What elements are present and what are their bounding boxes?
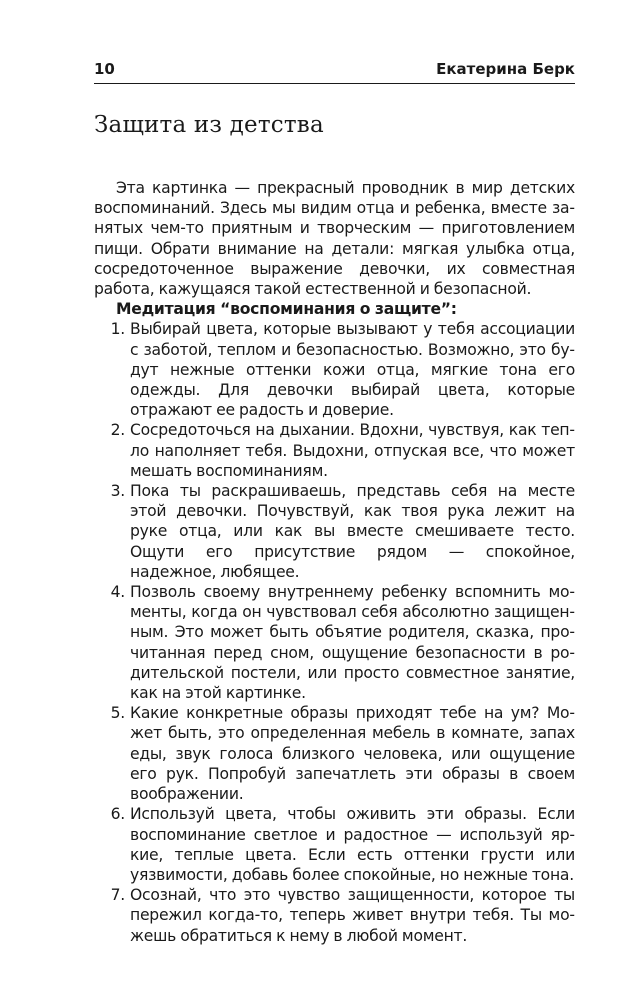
step-text: Сосредоточься на дыхании. Вдохни, чувствуя, как тепло наполняет тебя. Выдохни, отпуская все, что может мешать воспоминаниям. [130,421,575,480]
step-text: Позволь своему внутреннему ребенку вспомнить моменты, когда он чувствовал себя абсолютно защищенным. Это может быть объятие родителя, сказка, прочитанная перед сном, ощущение безопасности в родительской постели, или просто совместное занятие, как на этой картинке. [130,583,575,703]
step-number: 5. [110,704,125,723]
intro-paragraph: Эта картинка — прекрасный проводник в мир детских воспоминаний. Здесь мы видим отца и ребенка, вместе занятых чем-то приятным и творческим — приготовлением пищи. Обрати внимание на детали: мягкая улыбка отца, сосредоточенное выражение девочки, их совместная работа, кажущаяся такой естественной и безопасной. [94,179,575,299]
step-text: Используй цвета, чтобы оживить эти образы. Если воспоминание светлое и радостное — используй яркие, теплые цвета. Если есть оттенки грусти или уязвимости, добавь более спокойные, но нежные тона. [130,805,575,884]
step-text: Выбирай цвета, которые вызывают у тебя ассоциации с заботой, теплом и безопасностью. Возможно, это будут нежные оттенки кожи отца, мягкие тона его одежды. Для девочки выбирай цвета, которые отражают ее радость и доверие. [130,320,575,420]
meditation-step [94,319,575,420]
step-text: Пока ты раскрашиваешь, представь себя на месте этой девочки. Почувствуй, как твоя рука лежит на руке отца, или как вы вместе смешиваете тесто. Ощути его присутствие рядом — спокойное, надежное, любящее. [130,482,575,581]
author-name: Екатерина Берк [436,60,575,78]
step-number: 4. [110,583,125,602]
running-header [94,60,575,84]
meditation-step [94,481,575,582]
step-number: 1. [110,320,125,339]
meditation-steps [94,319,575,945]
step-text: Какие конкретные образы приходят тебе на ум? Может быть, это определенная мебель в комнате, запах еды, звук голоса близкого человека, или ощущение его рук. Попробуй запечатлеть эти образы в своем воображении. [130,704,575,804]
step-text: Осознай, что это чувство защищенности, которое ты пережил когда-то, теперь живет внутри тебя. Ты можешь обратиться к нему в любой момент. [130,886,575,945]
meditation-step [94,804,575,885]
meditation-step [94,582,575,703]
meditation-step [94,703,575,804]
book-page [94,60,575,946]
meditation-step [94,885,575,946]
chapter-title: Защита из детства [94,112,324,138]
meditation-step [94,420,575,481]
step-number: 3. [110,482,125,501]
step-number: 6. [110,805,125,824]
step-number: 2. [110,421,125,440]
page-number: 10 [94,60,115,78]
step-number: 7. [110,886,125,905]
meditation-heading: Медитация “воспоминания о защите”: [116,300,457,319]
